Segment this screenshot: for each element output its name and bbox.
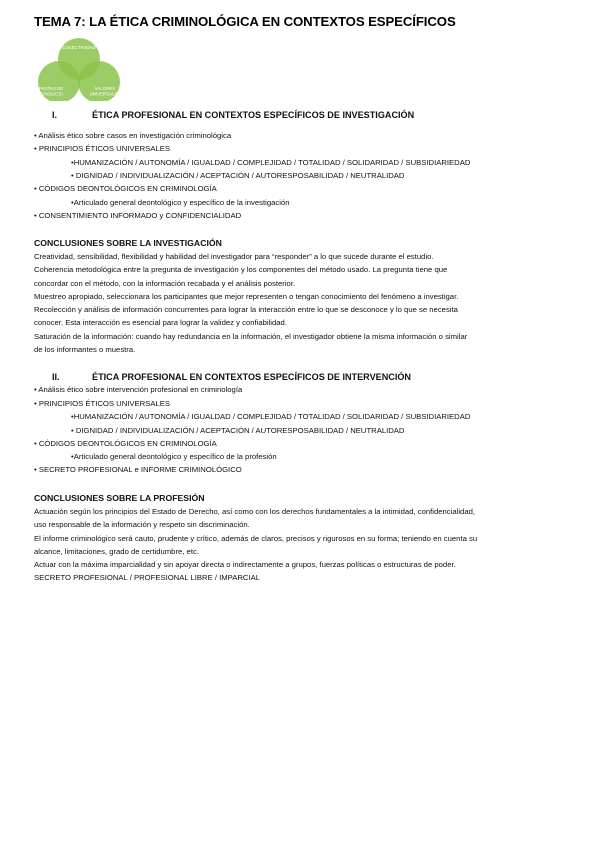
section-2-subitem: • DIGNIDAD / INDIVIDUALIZACIÓN / ACEPTACIÓN / AUTORESPOSABILIDAD / NEUTRALIDAD	[71, 426, 405, 435]
conclusions-2-line: Actuación según los principios del Estado de Derecho, así como con los derechos fundamentales a la intimidad, confidencialidad,	[34, 507, 476, 516]
section-1-subitem: •HUMANIZACIÓN / AUTONOMÍA / IGUALDAD / COMPLEJIDAD / TOTALIDAD / SOLIDARIDAD / SUBSIDIARIEDAD	[71, 158, 471, 167]
section-2-subitem: •Articulado general deontológico y específico de la profesión	[71, 452, 277, 461]
section-2-item: • PRINCIPIOS ÉTICOS UNIVERSALES	[34, 399, 170, 408]
section-1-item: • CONSENTIMIENTO INFORMADO y CONFIDENCIALIDAD	[34, 211, 242, 220]
section-1-heading: ÉTICA PROFESIONAL EN CONTEXTOS ESPECÍFICOS DE INVESTIGACIÓN	[92, 110, 415, 120]
section-1-item: • PRINCIPIOS ÉTICOS UNIVERSALES	[34, 144, 170, 153]
section-1-item: • CÓDIGOS DEONTOLÓGICOS EN CRIMINOLOGÍA	[34, 184, 217, 193]
venn-label-right-1: VALORES	[94, 86, 116, 91]
conclusions-1-line: Saturación de la información: cuando hay redundancia en la información, el investigador obtiene la misma información o similar	[34, 331, 468, 341]
section-2-number: II.	[52, 372, 60, 382]
conclusions-1-line: de los informantes o muestra.	[34, 345, 136, 355]
conclusions-1-line: Coherencia metodológica entre la pregunta de investigación y los componentes del método usado. La pregunta tiene que	[34, 265, 448, 275]
section-2-heading: ÉTICA PROFESIONAL EN CONTEXTOS ESPECÍFICOS DE INTERVENCIÓN	[92, 372, 412, 382]
section-1-subitem: • DIGNIDAD / INDIVIDUALIZACIÓN / ACEPTACIÓN / AUTORESPOSABILIDAD / NEUTRALIDAD	[71, 171, 405, 180]
conclusions-2-line: SECRETO PROFESIONAL / PROFESIONAL LIBRE / IMPARCIAL	[34, 573, 260, 583]
venn-diagram	[33, 38, 125, 101]
section-2-item: • SECRETO PROFESIONAL e INFORME CRIMINOLÓGICO	[34, 465, 242, 474]
conclusions-2-heading: CONCLUSIONES SOBRE LA PROFESIÓN	[34, 493, 205, 503]
section-1-item: • Análisis ético sobre casos en investigación criminológica	[34, 131, 232, 140]
section-1-number: I.	[52, 110, 58, 120]
conclusions-2-line: El informe criminológico será cauto, prudente y crítico, además de claros, precisos y rigurosos en su forma; teniendo en cuenta su	[34, 533, 478, 543]
conclusions-1-line: concordar con el método, con la información recabada y el análisis posterior.	[34, 278, 296, 288]
venn-label-left-2: CONDUCTA	[38, 91, 64, 97]
conclusions-2-line: alcance, limitaciones, grado de certidumbre, etc.	[34, 546, 199, 556]
conclusions-1-line: Muestreo apropiado, seleccionara los participantes que mejor representen o tengan conocimiento del fenómeno a investigar.	[34, 291, 459, 301]
section-2-subitem: •HUMANIZACIÓN / AUTONOMÍA / IGUALDAD / COMPLEJIDAD / TOTALIDAD / SOLIDARIDAD / SUBSIDIARIEDAD	[71, 412, 471, 421]
document-title: TEMA 7: LA ÉTICA CRIMINOLÓGICA EN CONTEXTOS ESPECÍFICOS	[34, 14, 456, 29]
conclusions-2-line: Actuar con la máxima imparcialidad y sin apoyar directa o indirectamente a grupos, fuerzas políticas o estructuras de poder.	[34, 560, 456, 570]
conclusions-1-line: Recolección y análisis de información concurrentes para lograr la interacción entre lo que se desconoce y lo que se necesita	[34, 305, 458, 315]
section-2-item: • CÓDIGOS DEONTOLÓGICOS EN CRIMINOLOGÍA	[34, 439, 217, 448]
conclusions-1-line: conocer. Esta interacción es esencial para lograr la validez y confiabilidad.	[34, 318, 287, 328]
venn-label-left-1: PAUTAS DE	[38, 86, 64, 91]
conclusions-1-line: Creatividad, sensibilidad, flexibilidad y habilidad del investigador para “responder” a lo que sucede durante el estudio.	[34, 252, 434, 261]
section-2-item: • Análisis ético sobre intervención profesional en criminología	[34, 385, 243, 394]
venn-label-right-2: UNIVERSALES	[89, 91, 121, 97]
conclusions-1-text	[34, 250, 574, 356]
venn-label-top: COLECTIVIDAD	[62, 45, 96, 50]
conclusions-2-text	[34, 505, 574, 585]
conclusions-2-line: uso responsable de la información y respeto sin discriminación.	[34, 520, 250, 530]
conclusions-1-heading: CONCLUSIONES SOBRE LA INVESTIGACIÓN	[34, 238, 222, 248]
section-1-subitem: •Articulado general deontológico y específico de la investigación	[71, 198, 290, 207]
